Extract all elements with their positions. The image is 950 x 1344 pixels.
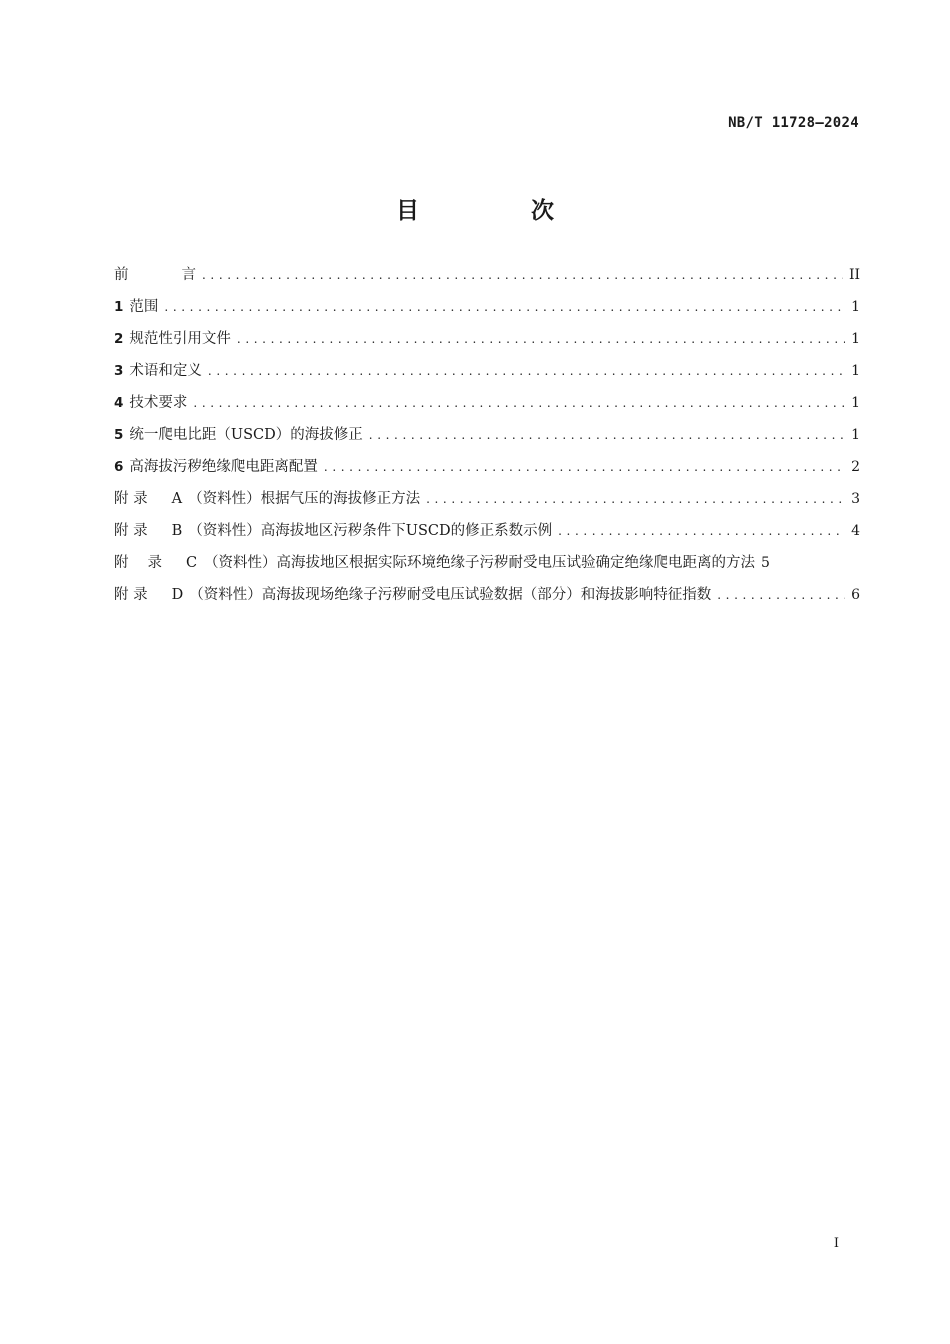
toc-entry-page: 1 [851, 427, 860, 443]
toc-entry-label: 技术要求 [129, 395, 188, 411]
toc-entry-page: 4 [851, 523, 860, 539]
dot-leader [369, 428, 845, 442]
dot-leader [237, 332, 845, 346]
clause-number: 5 [114, 427, 124, 443]
toc-entry-label: （资料性）高海拔现场绝缘子污秽耐受电压试验数据（部分）和海拔影响特征指数 [189, 587, 712, 603]
toc-entry-label: 范围 [129, 299, 159, 315]
toc-entry-label: （资料性）根据气压的海拔修正方法 [188, 491, 421, 507]
annex-prefix: 附 录 [114, 587, 148, 603]
annex-prefix: 附 录 [114, 491, 148, 507]
dot-leader [193, 396, 845, 410]
annex-letter: C [186, 555, 198, 571]
toc-entry-label: 规范性引用文件 [129, 331, 231, 347]
toc-entry-label: 前 言 [114, 267, 196, 283]
toc-title: 目 次 [395, 198, 606, 224]
toc-entry-annex-b[interactable] [114, 519, 860, 551]
toc-entry-annex-d[interactable] [114, 583, 860, 615]
toc-entry-clause-2[interactable] [114, 327, 860, 359]
dot-leader [717, 588, 845, 602]
annex-letter: D [171, 587, 184, 603]
toc-entry-label: 术语和定义 [129, 363, 202, 379]
clause-number: 1 [114, 299, 124, 315]
clause-number: 2 [114, 331, 124, 347]
toc-entry-page: II [848, 267, 860, 283]
table-of-contents [114, 263, 860, 615]
dot-leader [324, 460, 845, 474]
page-number: I [833, 1236, 839, 1251]
toc-entry-page: 3 [851, 491, 860, 507]
dot-leader [426, 492, 845, 506]
dot-leader [202, 268, 843, 282]
toc-entry-label: 统一爬电比距（USCD）的海拔修正 [129, 427, 363, 443]
toc-entry-preface[interactable] [114, 263, 860, 295]
clause-number: 4 [114, 395, 124, 411]
toc-entry-annex-c[interactable] [114, 551, 860, 583]
toc-entry-annex-a[interactable] [114, 487, 860, 519]
standard-code: NB/T 11728—2024 [728, 115, 859, 131]
annex-prefix: 附 录 [114, 555, 162, 571]
clause-number: 3 [114, 363, 124, 379]
dot-leader [208, 364, 845, 378]
clause-number: 6 [114, 459, 124, 475]
toc-entry-clause-5[interactable] [114, 423, 860, 455]
toc-entry-page: 5 [761, 555, 770, 571]
annex-letter: B [171, 523, 183, 539]
toc-entry-page: 1 [851, 331, 860, 347]
toc-entry-page: 1 [851, 395, 860, 411]
toc-entry-label: （资料性）高海拔地区根据实际环境绝缘子污秽耐受电压试验确定绝缘爬电距离的方法 [204, 555, 755, 571]
toc-entry-clause-1[interactable] [114, 295, 860, 327]
toc-entry-page: 1 [851, 363, 860, 379]
dot-leader [558, 524, 845, 538]
toc-entry-page: 6 [851, 587, 860, 603]
annex-letter: A [171, 491, 183, 507]
toc-entry-page: 1 [851, 299, 860, 315]
toc-entry-clause-3[interactable] [114, 359, 860, 391]
toc-entry-clause-4[interactable] [114, 391, 860, 423]
toc-entry-page: 2 [851, 459, 860, 475]
toc-entry-label: （资料性）高海拔地区污秽条件下USCD的修正系数示例 [188, 523, 553, 539]
toc-entry-label: 高海拔污秽绝缘爬电距离配置 [129, 459, 318, 475]
toc-entry-clause-6[interactable] [114, 455, 860, 487]
annex-prefix: 附 录 [114, 523, 148, 539]
dot-leader [164, 300, 845, 314]
